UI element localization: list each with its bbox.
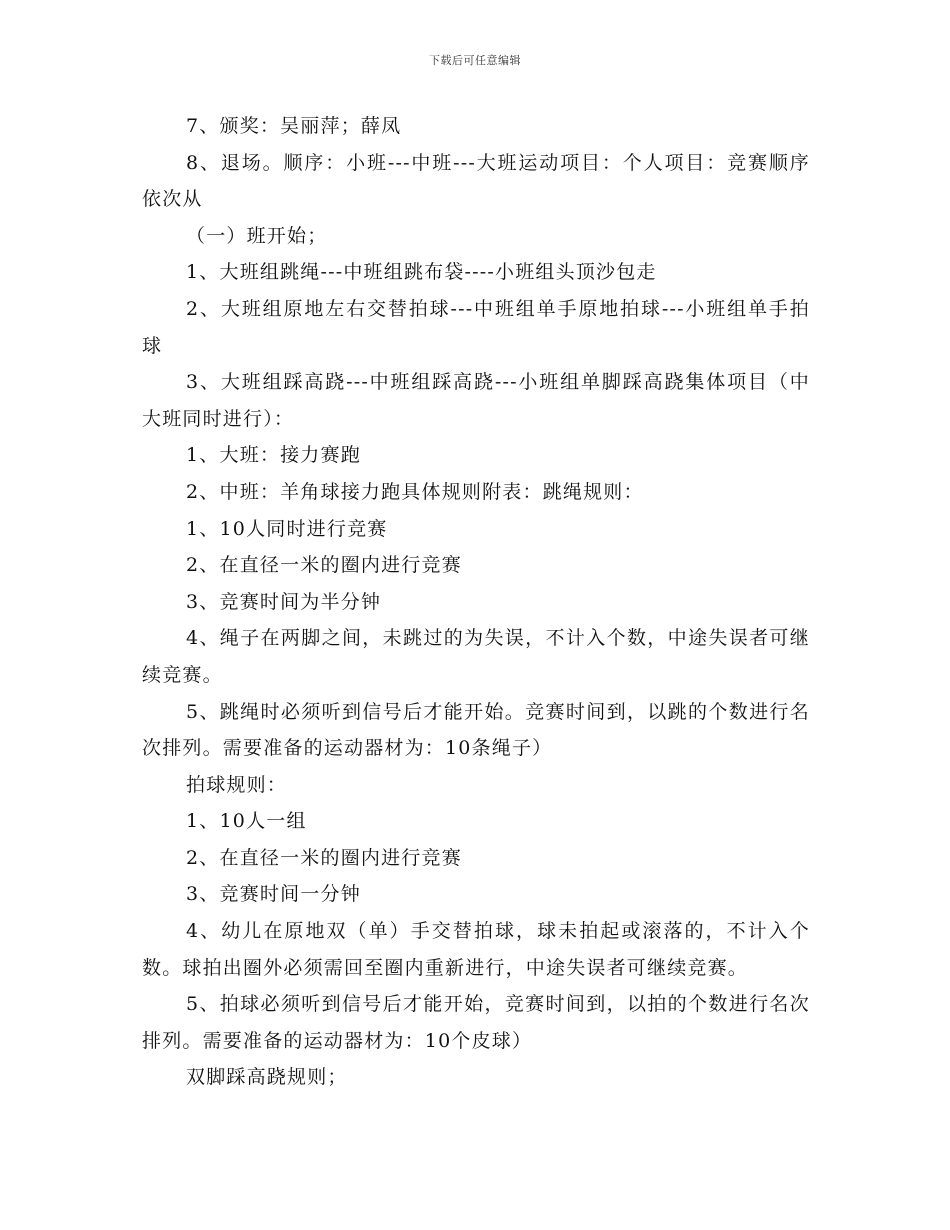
paragraph: 1、大班：接力赛跑 (186, 444, 361, 467)
paragraph: 5、拍球必须听到信号后才能开始，竞赛时间到，以拍的个数进行名次排列。需要准备的运动器材为：10个皮球） (142, 993, 810, 1052)
paragraph: 拍球规则： (186, 773, 288, 796)
paragraph: 5、跳绳时必须听到信号后才能开始。竞赛时间到，以跳的个数进行名次排列。需要准备的运动器材为：10条绳子） (142, 700, 810, 760)
paragraph: 4、绳子在两脚之间，未跳过的为失误，不计入个数，中途失误者可继续竞赛。 (142, 627, 810, 686)
paragraph: （一）班开始； (186, 224, 328, 247)
paragraph: 3、大班组踩高跷---中班组踩高跷---小班组单脚踩高跷集体项目（中大班同时进行）： (142, 371, 810, 430)
paragraph: 4、幼儿在原地双（单）手交替拍球，球未拍起或滚落的，不计入个数。球拍出圈外必须需回至圈内重新进行，中途失误者可继续竞赛。 (142, 920, 810, 979)
paragraph: 1、10人一组 (186, 810, 307, 833)
paragraph: 1、10人同时进行竞赛 (186, 517, 388, 540)
paragraph: 双脚踩高跷规则； (186, 1066, 348, 1089)
paragraph: 3、竞赛时间为半分钟 (186, 590, 382, 613)
paragraph: 7、颁奖：吴丽萍；薛凤 (186, 115, 402, 137)
paragraph: 1、大班组跳绳---中班组跳布袋----小班组头顶沙包走 (186, 261, 657, 284)
paragraph: 2、中班：羊角球接力跑具体规则附表：跳绳规则： (186, 480, 644, 503)
paragraph: 8、退场。顺序：小班---中班---大班运动项目：个人项目：竞赛顺序依次从 (142, 151, 810, 211)
document-body (142, 108, 810, 1096)
paragraph: 2、在直径一米的圈内进行竞赛 (186, 554, 462, 577)
page-header: 下载后可任意编辑 (429, 54, 521, 67)
paragraph: 2、大班组原地左右交替拍球---中班组单手原地拍球---小班组单手拍球 (142, 297, 810, 357)
paragraph: 2、在直径一米的圈内进行竞赛 (186, 846, 462, 869)
paragraph: 3、竞赛时间一分钟 (186, 883, 361, 906)
